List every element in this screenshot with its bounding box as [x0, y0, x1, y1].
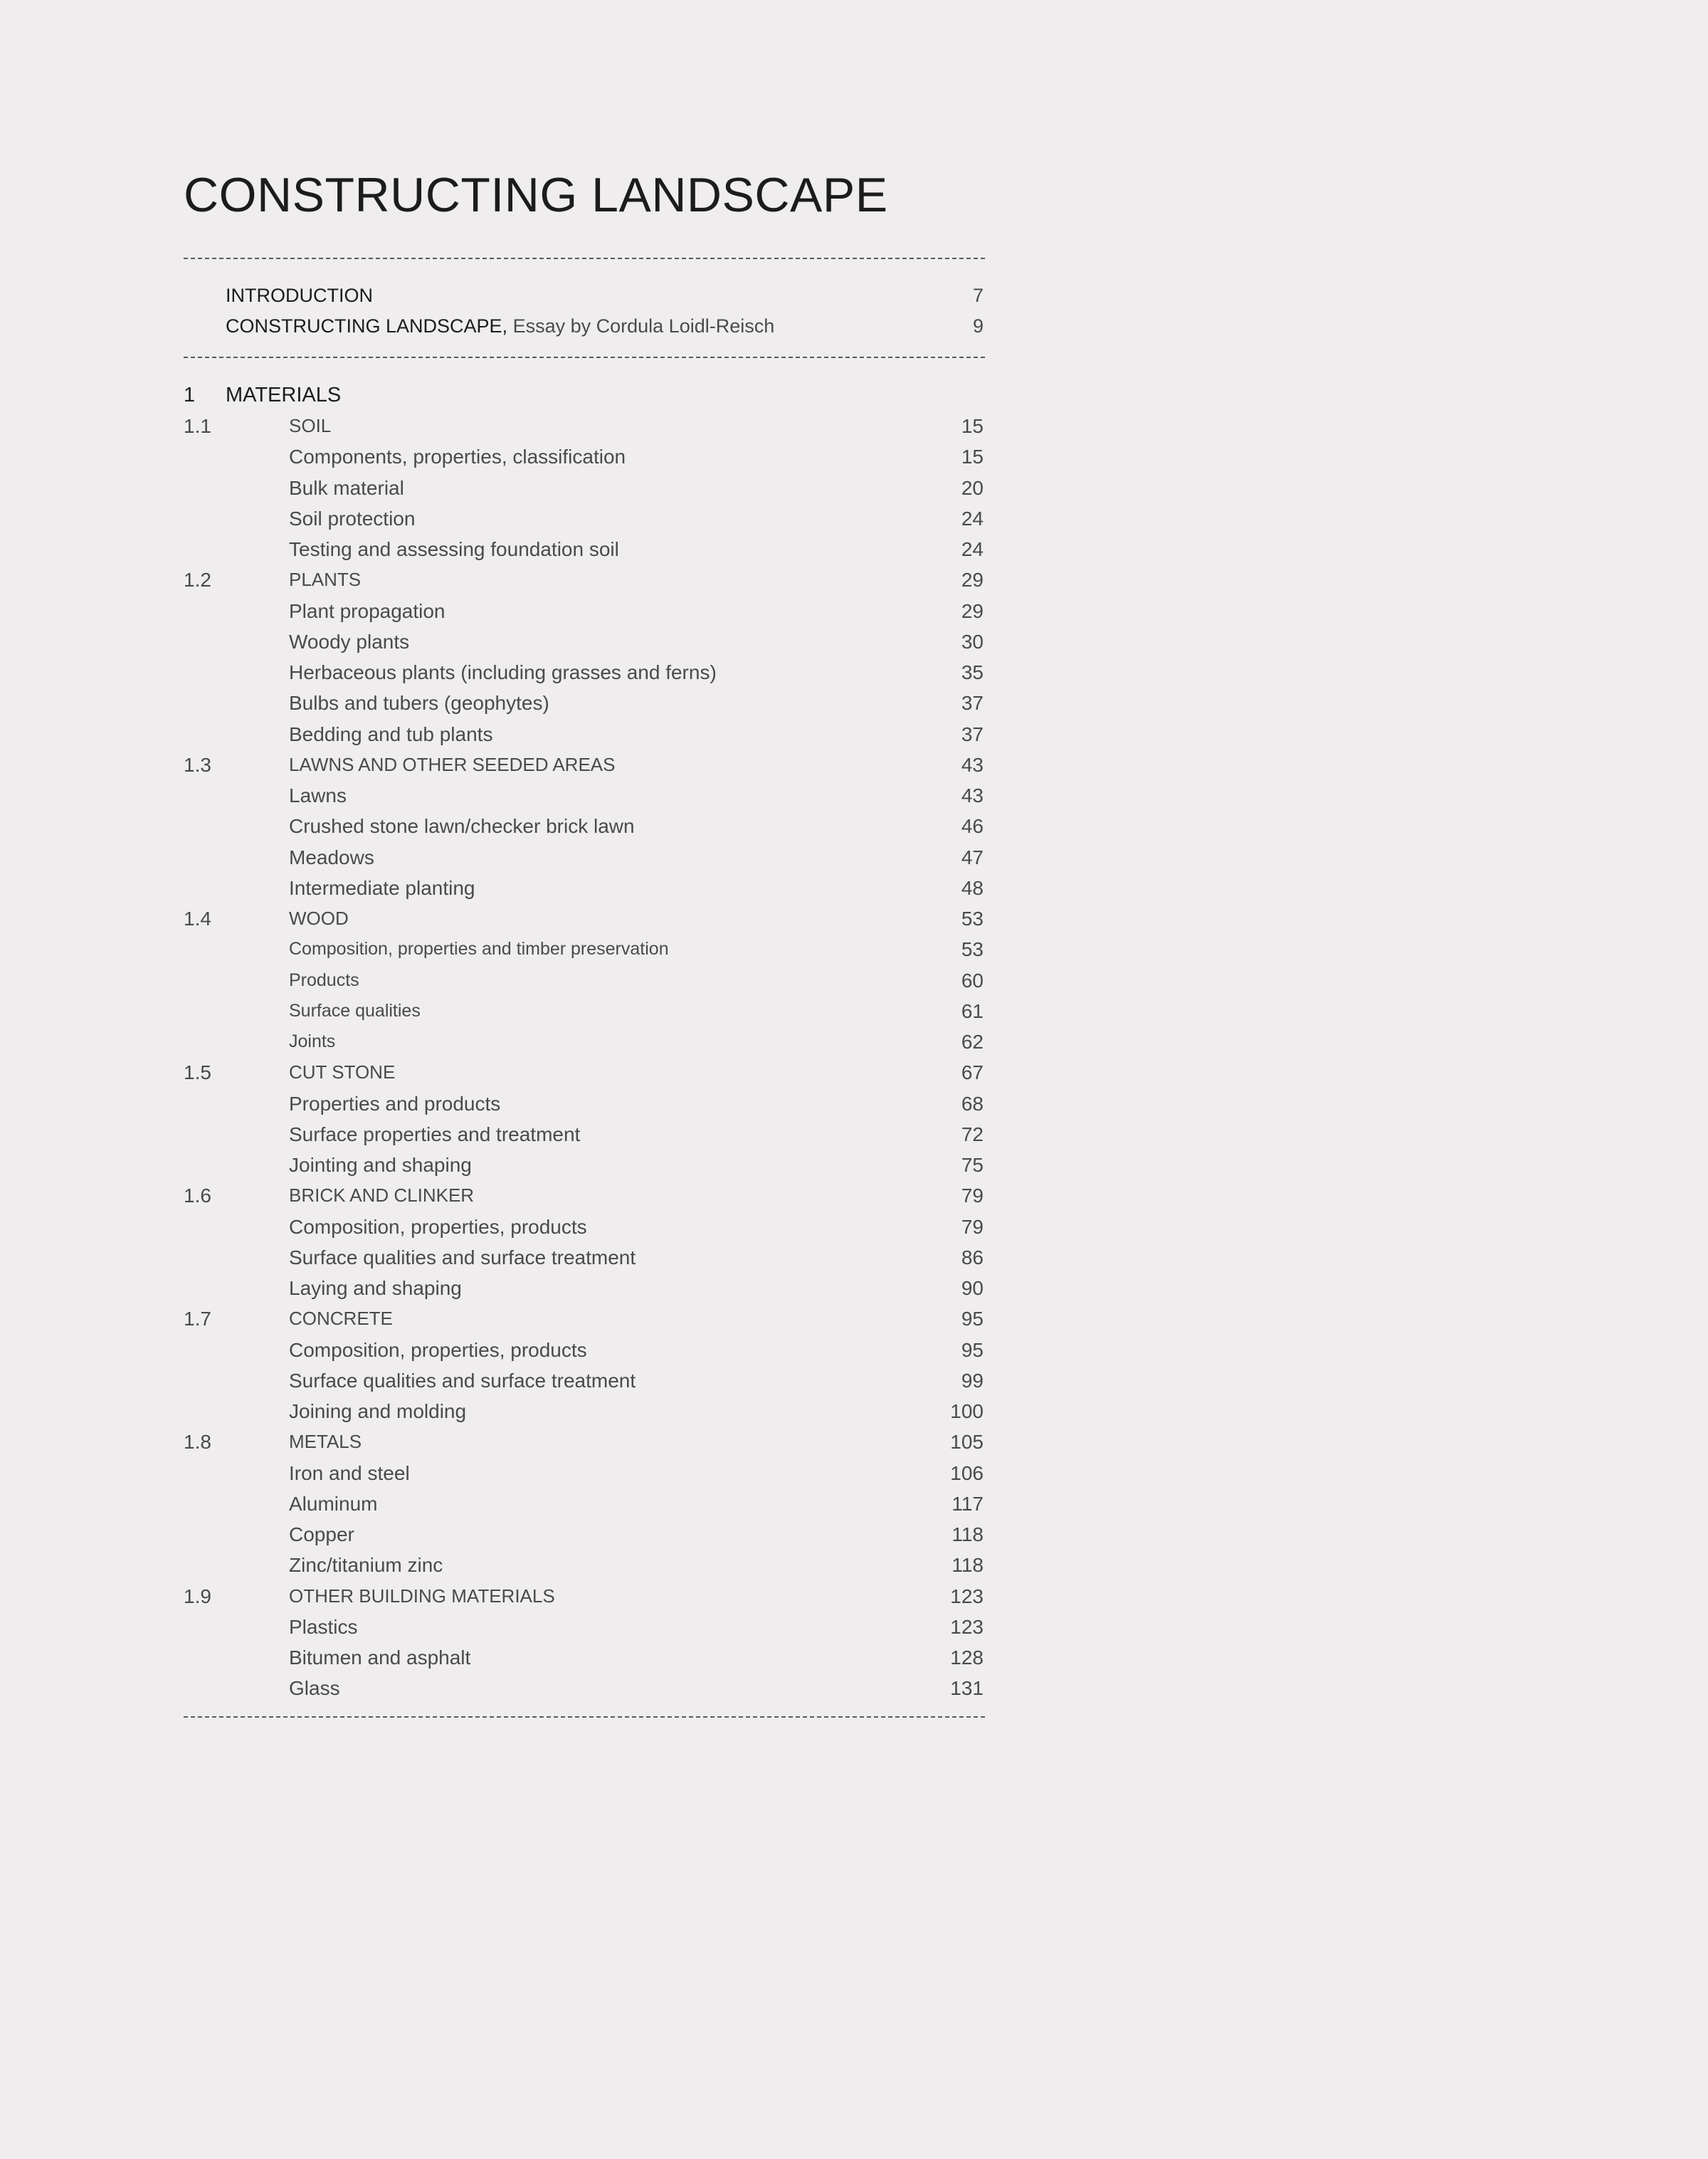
- entry-page: 128: [950, 1646, 984, 1669]
- toc-entry-row[interactable]: [184, 1642, 984, 1673]
- toc-entry-row[interactable]: [184, 503, 984, 534]
- entry-page: 20: [961, 476, 984, 499]
- entry-title: Herbaceous plants (including grasses and ferns): [289, 661, 717, 683]
- entry-page: 60: [961, 969, 984, 992]
- toc-entry-row[interactable]: [184, 1026, 984, 1057]
- toc-entry-row[interactable]: [184, 842, 984, 873]
- toc-entry-row[interactable]: [184, 780, 984, 811]
- chapter-number: 1: [184, 384, 196, 406]
- chapter-materials: [184, 380, 984, 1704]
- toc-entry-title: INTRODUCTION: [226, 285, 373, 306]
- section-title: SOIL: [289, 415, 332, 436]
- section-title: BRICK AND CLINKER: [289, 1184, 475, 1207]
- toc-entry-page: 7: [972, 285, 984, 306]
- entry-title: Bedding and tub plants: [289, 723, 493, 745]
- entry-page: 37: [961, 692, 984, 715]
- entry-page: 75: [961, 1154, 984, 1176]
- entry-title: Testing and assessing foundation soil: [289, 538, 619, 560]
- toc-entry-introduction[interactable]: [184, 280, 984, 311]
- book-title: CONSTRUCTING LANDSCAPE: [184, 168, 888, 222]
- dashed-divider: [184, 258, 985, 259]
- entry-title: Copper: [289, 1523, 354, 1545]
- entry-title: Plant propagation: [289, 599, 446, 622]
- section-page: 15: [961, 415, 984, 437]
- entry-page: 29: [961, 599, 984, 622]
- chapter-title: MATERIALS: [226, 384, 342, 406]
- toc-entry-row[interactable]: [184, 1519, 984, 1550]
- entry-page: 37: [961, 723, 984, 745]
- entry-page: 90: [961, 1277, 984, 1299]
- entry-page: 79: [961, 1215, 984, 1238]
- entry-page: 61: [961, 999, 984, 1022]
- entry-title: Surface qualities and surface treatment: [289, 1246, 636, 1268]
- toc-section-row[interactable]: [184, 750, 984, 780]
- section-title: CUT STONE: [289, 1061, 396, 1083]
- entry-title: Plastics: [289, 1615, 358, 1638]
- entry-title: Surface properties and treatment: [289, 1123, 581, 1145]
- entry-page: 100: [950, 1400, 984, 1422]
- entry-page: 123: [950, 1615, 984, 1638]
- entry-title: Composition, properties, products: [289, 1338, 587, 1361]
- entry-page: 47: [961, 846, 984, 868]
- entry-page: 95: [961, 1338, 984, 1361]
- toc-entry-row[interactable]: [184, 1242, 984, 1273]
- section-title: WOOD: [289, 908, 349, 929]
- entry-title: Crushed stone lawn/checker brick lawn: [289, 815, 635, 838]
- section-page: 67: [961, 1061, 984, 1084]
- entry-title: Surface qualities: [289, 1000, 421, 1021]
- section-title: PLANTS: [289, 569, 362, 591]
- section-title: LAWNS AND OTHER SEEDED AREAS: [289, 753, 616, 775]
- toc-section-row[interactable]: [184, 903, 984, 934]
- toc-entry-row[interactable]: [184, 1612, 984, 1642]
- toc-section-row[interactable]: [184, 1303, 984, 1334]
- entry-page: 99: [961, 1369, 984, 1392]
- entry-title: Intermediate planting: [289, 876, 475, 899]
- entry-page: 48: [961, 876, 984, 899]
- section-page: 29: [961, 569, 984, 592]
- entry-title: Properties and products: [289, 1092, 501, 1115]
- section-page: 95: [961, 1308, 984, 1330]
- toc-entry-row[interactable]: [184, 811, 984, 841]
- section-title: METALS: [289, 1431, 362, 1453]
- entry-title: Bitumen and asphalt: [289, 1646, 471, 1669]
- toc-entry-row[interactable]: [184, 1396, 984, 1427]
- entry-title: Woody plants: [289, 630, 410, 653]
- entry-title: Lawns: [289, 784, 347, 807]
- dashed-divider: [184, 357, 985, 358]
- entry-page: 35: [961, 661, 984, 683]
- entry-title: Bulbs and tubers (geophytes): [289, 692, 549, 715]
- section-page: 79: [961, 1184, 984, 1207]
- toc-section-row[interactable]: [184, 1180, 984, 1211]
- toc-entry-row[interactable]: [184, 596, 984, 626]
- toc-entry-row[interactable]: [184, 441, 984, 472]
- section-number: 1.4: [184, 908, 211, 930]
- toc-entry-row[interactable]: [184, 1458, 984, 1488]
- toc-entry-subtitle: Essay by Cordula Loidl-Reisch: [512, 315, 775, 337]
- toc-section-row[interactable]: [184, 1581, 984, 1612]
- section-number: 1.1: [184, 415, 211, 437]
- entry-title: Surface qualities and surface treatment: [289, 1369, 636, 1392]
- toc-entry-row[interactable]: [184, 965, 984, 996]
- toc-entry-row[interactable]: [184, 1150, 984, 1180]
- entry-page: 62: [961, 1031, 984, 1053]
- entry-page: 24: [961, 507, 984, 530]
- entry-page: 86: [961, 1246, 984, 1268]
- toc-entry-row[interactable]: [184, 1212, 984, 1242]
- section-page: 43: [961, 753, 984, 776]
- toc-entry-page: 9: [972, 315, 984, 337]
- section-number: 1.3: [184, 753, 211, 776]
- toc-section-row[interactable]: [184, 411, 984, 441]
- section-page: 53: [961, 908, 984, 930]
- entry-page: 118: [951, 1554, 984, 1577]
- entry-page: 72: [961, 1123, 984, 1145]
- entry-title: Products: [289, 970, 359, 990]
- entry-page: 46: [961, 815, 984, 838]
- toc-entry-row[interactable]: [184, 1119, 984, 1150]
- section-number: 1.8: [184, 1431, 211, 1454]
- section-number: 1.2: [184, 569, 211, 592]
- entry-page: 118: [951, 1523, 984, 1545]
- entry-page: 117: [951, 1492, 984, 1515]
- toc-list: [184, 411, 984, 1704]
- entry-title: Components, properties, classification: [289, 446, 626, 468]
- toc-entry-row[interactable]: [184, 626, 984, 657]
- entry-page: 53: [961, 938, 984, 961]
- section-page: 105: [950, 1431, 984, 1454]
- entry-title: Zinc/titanium zinc: [289, 1554, 443, 1577]
- entry-page: 68: [961, 1092, 984, 1115]
- entry-title: Laying and shaping: [289, 1277, 462, 1299]
- entry-title: Jointing and shaping: [289, 1154, 472, 1176]
- entry-title: Joining and molding: [289, 1400, 467, 1422]
- entry-title: Joints: [289, 1031, 336, 1051]
- entry-page: 43: [961, 784, 984, 807]
- toc-entry-row[interactable]: [184, 1273, 984, 1303]
- section-page: 123: [950, 1585, 984, 1607]
- toc-entry-row[interactable]: [184, 873, 984, 903]
- front-matter-list: [184, 280, 984, 342]
- toc-section-row[interactable]: [184, 1427, 984, 1457]
- entry-title: Iron and steel: [289, 1461, 410, 1484]
- entry-page: 30: [961, 630, 984, 653]
- dashed-divider: [184, 1716, 985, 1718]
- section-title: OTHER BUILDING MATERIALS: [289, 1585, 555, 1607]
- toc-entry-row[interactable]: [184, 1550, 984, 1580]
- toc-section-row[interactable]: [184, 1057, 984, 1088]
- chapter-heading[interactable]: [184, 380, 984, 411]
- entry-title: Composition, properties, products: [289, 1215, 587, 1238]
- toc-entry-row[interactable]: [184, 657, 984, 688]
- toc-entry-title: CONSTRUCTING LANDSCAPE,: [226, 315, 508, 337]
- entry-title: Composition, properties and timber preservation: [289, 939, 669, 960]
- toc-entry-row[interactable]: [184, 719, 984, 750]
- toc-entry-row[interactable]: [184, 1335, 984, 1365]
- entry-title: Aluminum: [289, 1492, 378, 1515]
- entry-page: 24: [961, 538, 984, 560]
- entry-page: 131: [950, 1677, 984, 1700]
- entry-page: 106: [950, 1461, 984, 1484]
- toc-entry-row[interactable]: [184, 934, 984, 965]
- entry-title: Glass: [289, 1677, 340, 1700]
- entry-title: Meadows: [289, 846, 374, 868]
- section-title: CONCRETE: [289, 1308, 393, 1330]
- entry-page: 15: [961, 446, 984, 468]
- toc-section-row[interactable]: [184, 564, 984, 595]
- toc-entry-row[interactable]: [184, 1673, 984, 1703]
- toc-entry-row[interactable]: [184, 1088, 984, 1119]
- entry-title: Soil protection: [289, 507, 416, 530]
- toc-entry-row[interactable]: [184, 688, 984, 718]
- toc-entry-row[interactable]: [184, 1365, 984, 1396]
- entry-title: Bulk material: [289, 476, 404, 499]
- toc-entry-essay[interactable]: [184, 311, 984, 342]
- section-number: 1.5: [184, 1061, 211, 1084]
- section-number: 1.7: [184, 1308, 211, 1330]
- toc-entry-row[interactable]: [184, 534, 984, 564]
- section-number: 1.9: [184, 1585, 211, 1607]
- section-number: 1.6: [184, 1184, 211, 1207]
- toc-entry-row[interactable]: [184, 996, 984, 1026]
- toc-entry-row[interactable]: [184, 1488, 984, 1519]
- toc-entry-row[interactable]: [184, 473, 984, 503]
